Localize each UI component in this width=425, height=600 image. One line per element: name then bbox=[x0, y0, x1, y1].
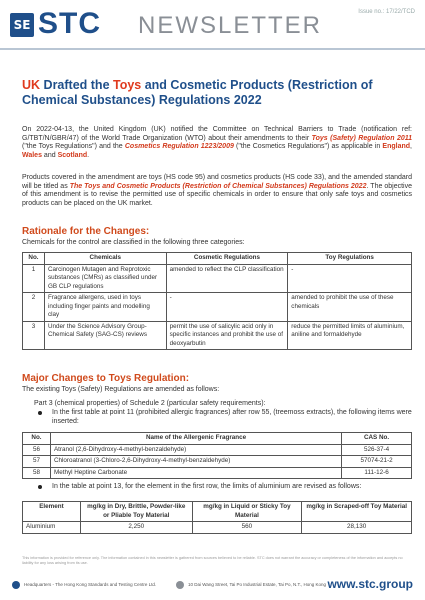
table-header-row bbox=[23, 502, 412, 522]
toys-regulation-ref: Toys (Safety) Regulation 2011 bbox=[311, 134, 412, 142]
intro-p1-text-c: ("the Toys Regulations") and the bbox=[22, 143, 125, 151]
column-header: CAS No. bbox=[342, 433, 412, 445]
column-header: Element bbox=[23, 502, 81, 522]
bullet-dot-icon bbox=[38, 485, 42, 489]
table-cell: permit the use of salicylic acid only in specific instances and prohibit the use of deoxyarbutin bbox=[166, 321, 288, 350]
column-header: Name of the Allergenic Fragrance bbox=[50, 433, 341, 445]
wales-label: Wales bbox=[22, 151, 42, 159]
issue-number: Issue no.: 17/22/TCD bbox=[358, 9, 415, 15]
header-divider bbox=[0, 48, 425, 50]
major-changes-subheading: The existing Toys (Safety) Regulations are amended as follows: bbox=[22, 386, 220, 393]
disclaimer-note: This information is provided for reference only. The information contained in this newsletter is gathered from sources believed to be reliable. STC does not warrant the accuracy or completeness of the information and accepts no liability for any loss arising from its use. bbox=[22, 556, 403, 565]
table-cell: 57 bbox=[23, 456, 51, 468]
table-cell: Carcinogen Mutagen and Reprotoxic substances (CMRs) as classified under GB CLP regulations bbox=[44, 264, 166, 293]
column-header: mg/kg in Dry, Brittle, Powder-like or Pliable Toy Material bbox=[80, 502, 192, 522]
table-cell: - bbox=[166, 293, 288, 322]
page-header bbox=[0, 0, 425, 64]
intro-p1-text-e: ("the Cosmetics Regulations") as applicable in bbox=[233, 143, 383, 151]
table-cell: 3 bbox=[23, 321, 45, 350]
major-changes-heading: Major Changes to Toys Regulation: bbox=[22, 373, 190, 384]
table-cell: Atranol (2,6-Dihydroxy-4-methyl-benzaldehyde) bbox=[50, 444, 341, 456]
allergenic-fragrance-table bbox=[22, 432, 412, 479]
stc-logo-text: STC bbox=[38, 7, 101, 40]
bullet-fragrances: In the first table at point 11 (prohibited allergic fragrances) after row 55, (treemoss extracts), the following items were inserted: bbox=[52, 409, 412, 425]
title-text-2: and Cosmetic Products (Restriction of Chemical Substances) Regulations 2022 bbox=[22, 78, 373, 107]
stc-logo-icon: SE bbox=[10, 13, 34, 37]
column-header: No. bbox=[23, 253, 45, 265]
table-cell: 2,250 bbox=[80, 522, 192, 534]
table-row bbox=[23, 321, 412, 350]
table-cell: 58 bbox=[23, 467, 51, 479]
table-cell: 560 bbox=[192, 522, 302, 534]
table-cell: reduce the permitted limits of aluminium, aniline and formaldehyde bbox=[288, 321, 412, 350]
newsletter-label: NEWSLETTER bbox=[138, 12, 323, 39]
column-header: Toy Regulations bbox=[288, 253, 412, 265]
table-cell: 57074-21-2 bbox=[342, 456, 412, 468]
chemical-categories-table bbox=[22, 252, 412, 350]
part3-heading: Part 3 (chemical properties) of Schedule 2 (particular safety requirements): bbox=[34, 400, 266, 407]
table-cell: - bbox=[288, 264, 412, 293]
table-header-row bbox=[23, 253, 412, 265]
bullet-aluminium: In the table at point 13, for the element in the first row, the limits of aluminium are revised as follows: bbox=[52, 483, 362, 490]
page-footer bbox=[0, 576, 425, 600]
cosmetics-regulation-ref: Cosmetics Regulation 1223/2009 bbox=[124, 143, 234, 151]
location-pin-icon bbox=[176, 581, 184, 589]
table-row bbox=[23, 456, 412, 468]
intro-p1-text-a: On 2022-04-13, the United Kingdom (UK) notified the Committee on Technical Barriers to Trade (notification ref: G/TBT/N/GBR/47) of the World Trade Organization (WTO) about their amendments to their bbox=[22, 126, 412, 142]
table-row bbox=[23, 293, 412, 322]
article-title bbox=[22, 78, 412, 108]
table-cell: 28,130 bbox=[302, 522, 412, 534]
table-cell: 111-12-6 bbox=[342, 467, 412, 479]
new-regulation-title: The Toys and Cosmetic Products (Restriction of Chemical Substances) Regulations 2022 bbox=[69, 182, 367, 190]
aluminium-limits-table bbox=[22, 501, 412, 534]
table-cell: amended to reflect the CLP classification bbox=[166, 264, 288, 293]
intro-p1-text-k: . bbox=[87, 151, 90, 159]
address-text: 10 Dai Wang Street, Tai Po Industrial Estate, Tai Po, N.T., Hong Kong bbox=[188, 582, 326, 587]
table-cell: 2 bbox=[23, 293, 45, 322]
column-header: Chemicals bbox=[44, 253, 166, 265]
intro-p2-text-c: . The objective of this amendment is to revise the permitted use of specific chemicals in order to ensure that only safe toys and cosmetics products can be placed on the UK market. bbox=[22, 182, 412, 207]
rationale-heading: Rationale for the Changes: bbox=[22, 226, 150, 237]
website-link[interactable]: www.stc.group bbox=[327, 577, 413, 591]
table-header-row bbox=[23, 433, 412, 445]
headquarters-text: Headquarters - The Hong Kong Standards and Testing Centre Ltd. bbox=[24, 582, 157, 587]
intro-p2-text-a: Products covered in the amendment are toys (HS code 95) and cosmetics products (HS code 33), and the amended standard will be titled as bbox=[22, 174, 412, 190]
intro-p1-text-i: and bbox=[41, 151, 58, 159]
column-header: Cosmetic Regulations bbox=[166, 253, 288, 265]
intro-p1-text-g: , bbox=[410, 143, 412, 151]
headquarters-icon bbox=[12, 581, 20, 589]
table-cell: Methyl Heptine Carbonate bbox=[50, 467, 341, 479]
bullet-dot-icon bbox=[38, 411, 42, 415]
column-header: mg/kg in Liquid or Sticky Toy Material bbox=[192, 502, 302, 522]
table-cell: 1 bbox=[23, 264, 45, 293]
scotland-label: Scotland bbox=[57, 151, 88, 159]
rationale-subheading: Chemicals for the control are classified in the following three categories: bbox=[22, 239, 245, 246]
title-uk: UK bbox=[22, 78, 41, 92]
table-cell: 526-37-4 bbox=[342, 444, 412, 456]
table-row bbox=[23, 264, 412, 293]
england-label: England bbox=[382, 143, 411, 151]
table-row bbox=[23, 467, 412, 479]
table-cell: Under the Science Advisory Group-Chemical Safety (SAG-CS) reviews bbox=[44, 321, 166, 350]
table-cell: 56 bbox=[23, 444, 51, 456]
table-cell: Aluminium bbox=[23, 522, 81, 534]
table-row bbox=[23, 522, 412, 534]
intro-paragraph-2 bbox=[22, 174, 412, 208]
title-toys: Toys bbox=[113, 78, 142, 92]
column-header: mg/kg in Scraped-off Toy Material bbox=[302, 502, 412, 522]
title-text-1: Drafted the bbox=[40, 78, 113, 92]
table-cell: Fragrance allergens, used in toys including finger paints and modelling clay bbox=[44, 293, 166, 322]
column-header: No. bbox=[23, 433, 51, 445]
table-cell: Chloroatranol (3-Chloro-2,6-Dihydroxy-4-methyl-benzaldehyde) bbox=[50, 456, 341, 468]
table-row bbox=[23, 444, 412, 456]
intro-paragraph-1 bbox=[22, 126, 412, 160]
table-cell: amended to prohibit the use of these chemicals bbox=[288, 293, 412, 322]
